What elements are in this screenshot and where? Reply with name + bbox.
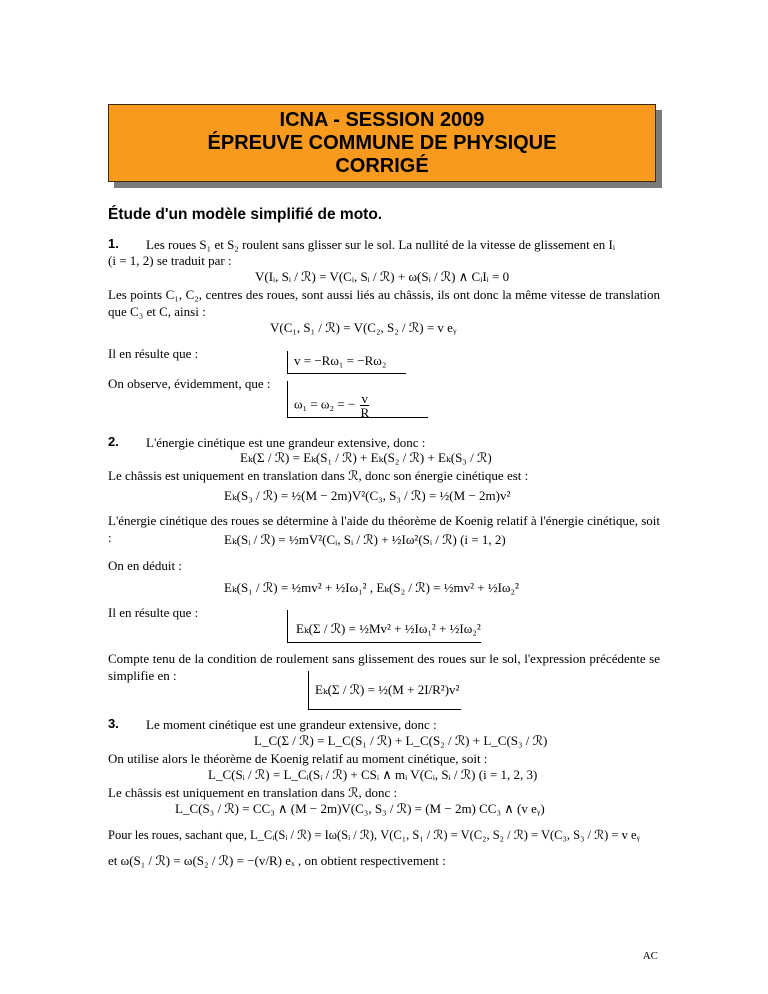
question-1-number: 1. <box>108 236 119 251</box>
q3-text-e: et ω(S₁ / ℛ) = ω(S₂ / ℛ) = −(v/R) eₓ , on obtient respectivement : <box>108 853 446 868</box>
q3-equation-2: L_C(Sᵢ / ℛ) = L_Cᵢ(Sᵢ / ℛ) + CSᵢ ∧ mᵢ V(Cᵢ, Sᵢ / ℛ) (i = 1, 2, 3) <box>208 767 538 782</box>
q2-equation-1: Eₖ(Σ / ℛ) = Eₖ(S₁ / ℛ) + Eₖ(S₂ / ℛ) + Eₖ(S₃ / ℛ) <box>240 450 492 465</box>
q2-text-b: Le châssis est uniquement en translation dans ℛ, donc son énergie cinétique est : <box>108 468 529 483</box>
q2-text-e: Il en résulte que : <box>108 605 199 620</box>
title-banner <box>108 104 661 187</box>
q2-equation-2: Eₖ(S₃ / ℛ) = ½(M − 2m)V²(C₃, S₃ / ℛ) = ½(M − 2m)v² <box>224 488 511 503</box>
q1-text-e: On observe, évidemment, que : <box>108 376 271 391</box>
q2-text-f: Compte tenu de la condition de roulement sans glissement des roues sur le sol, l'expression précédente se simplifie en : <box>108 651 660 683</box>
question-3-number: 3. <box>108 716 119 731</box>
q3-text-c: Le châssis est uniquement en translation dans ℛ, donc : <box>108 785 398 800</box>
q1-equation-1: V(Iᵢ, Sᵢ / ℛ) = V(Cᵢ, Sᵢ / ℛ) + ω(Sᵢ / ℛ) ∧ CᵢIᵢ = 0 <box>255 269 510 284</box>
banner-line-1: ICNA - SESSION 2009 <box>279 109 485 131</box>
q3-equation-3: L_C(S₃ / ℛ) = CC₃ ∧ (M − 2m)V(C₃, S₃ / ℛ) = (M − 2m) CC₃ ∧ (v eᵧ) <box>175 801 545 816</box>
banner-line-3: CORRIGÉ <box>335 155 429 177</box>
q2-equation-4: Eₖ(S₁ / ℛ) = ½mv² + ½Iω₁² , Eₖ(S₂ / ℛ) = ½mv² + ½Iω₂² <box>224 580 519 595</box>
q3-text-b: On utilise alors le théorème de Koenig relatif au moment cinétique, soit : <box>108 751 488 766</box>
q2-text-d: On en déduit : <box>108 558 183 573</box>
v-over-r-fraction: $\frac{v}{R}$ <box>360 391 370 420</box>
q1-text-a: Les roues S₁ et S₂ roulent sans glisser sur le sol. La nullité de la vitesse de glissement en Iᵢ <box>146 237 615 252</box>
q3-text-d: Pour les roues, sachant que, L_Cᵢ(Sᵢ / ℛ) = Iω(Sᵢ / ℛ), V(C₁, S₁ / ℛ) = V(C₂, S₂ / ℛ) = V(C₃, S₃ / ℛ) = v eᵧ <box>108 828 640 842</box>
banner-box <box>108 104 656 182</box>
question-2-number: 2. <box>108 434 119 449</box>
q3-text-a: Le moment cinétique est une grandeur extensive, donc : <box>146 717 437 732</box>
q2-equation-5: Eₖ(Σ / ℛ) = ½Mv² + ½Iω₁² + ½Iω₂² <box>296 621 481 636</box>
q1-equation-4 <box>294 392 371 419</box>
q1-equation-3: v = −Rω₁ = −Rω₂ <box>294 353 387 368</box>
q1-text-c: Les points C₁, C₂, centres des roues, sont aussi liés au châssis, ils ont donc la même vitesse de translation que C₃ et C, ainsi : <box>108 287 660 319</box>
q1-equation-2: V(C₁, S₁ / ℛ) = V(C₂, S₂ / ℛ) = v eᵧ <box>270 320 457 335</box>
q2-text-a: L'énergie cinétique est une grandeur extensive, donc : <box>146 435 426 450</box>
q3-equation-1: L_C(Σ / ℛ) = L_C(S₁ / ℛ) + L_C(S₂ / ℛ) + L_C(S₃ / ℛ) <box>254 733 548 748</box>
q1-equation-4-lhs: ω₁ = ω₂ = − <box>294 396 356 412</box>
q1-text-d: Il en résulte que : <box>108 346 199 361</box>
footer-initials: AC <box>642 950 658 962</box>
section-title: Étude d'un modèle simplifié de moto. <box>108 206 383 223</box>
banner-line-2: ÉPREUVE COMMUNE DE PHYSIQUE <box>207 132 557 154</box>
q2-equation-3: Eₖ(Sᵢ / ℛ) = ½mV²(Cᵢ, Sᵢ / ℛ) + ½Iω²(Sᵢ / ℛ) (i = 1, 2) <box>224 532 506 547</box>
q2-equation-6: Eₖ(Σ / ℛ) = ½(M + 2I/R²)v² <box>315 682 460 697</box>
q2-text-c: L'énergie cinétique des roues se détermine à l'aide du théorème de Koenig relatif à l'énergie cinétique, soit : <box>108 513 660 545</box>
q1-text-b: (i = 1, 2) se traduit par : <box>108 253 232 268</box>
